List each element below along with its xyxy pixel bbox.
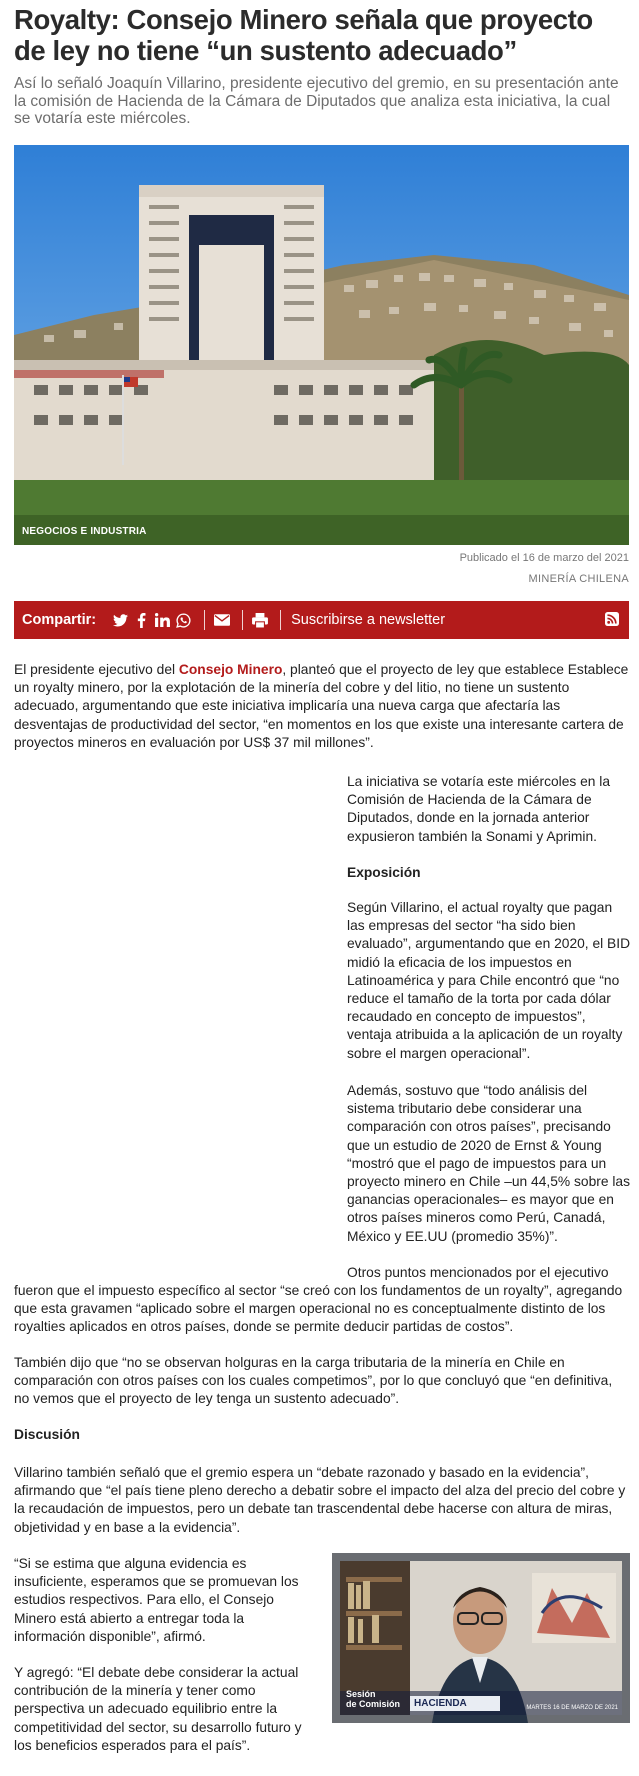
paragraph-royalty: Según Villarino, el actual royalty que pagan las empresas del sector “ha sido bien evaluado”, argumentando que en 2020, el BID midió la eficacia de los impuestos en Latinoamérica y para Chile encontró que “no reduce el tamaño de la torta por cada dólar recaudado en concepto de impuestos”, ventaja atribuida a la aplicación de un royalty sobre el margen operacional”. [347, 900, 631, 1061]
facebook-icon[interactable] [133, 611, 150, 629]
session-date: MARTES 16 DE MARZO DE 2021 [526, 1705, 618, 1711]
paragraph-analisis: Además, sostuvo que “todo análisis del sistema tributario debe considerar una comparación con otros países”, precisando que un estudio de 2020 de Ernst & Young “mostró que el pago de impuestos para un proyecto minero en Chile –un 44,5% sobre las ganancias operacionales– es mayor que en otros países mineros como Perú, Canadá, México y EE.UU (promedio 35%)”. [347, 1083, 630, 1244]
hero-image [14, 145, 629, 545]
share-bar [14, 601, 629, 639]
paragraph-debate: Villarino también señaló que el gremio espera un “debate razonado y basado en la evidencia”, afirmando que “el país tiene pleno derecho a debatir sobre el impacto del alza del precio del cobre y la recaudación de impuestos, pero un debate tan trascendental debe hacerse con altura de miras, objetividad y en base a la evidencia”. [14, 1465, 626, 1535]
paragraph-debate-contribucion: Y agregó: “El debate debe considerar la actual contribución de la minería y tener como perspectiva un adecuado equilibrio entre la competitividad del sector, su desarrollo futuro y los beneficios esperados para el país”. [14, 1665, 302, 1753]
intro-text-continued: , planteó que el proyecto de ley que establece Establece un royalty minero, por la explotación de la minería del cobre y del litio, no tiene un sustento adecuado, argumentando que este iniciativa implicaría una nueva carga que afectaría las desventajas de productividad del sector, “en momentos en los que existe una interesante cartera de proyectos mineros en evaluación por US$ 37 mil millones”. [14, 662, 629, 750]
congress-building-photo [14, 145, 629, 545]
article-title: Royalty: Consejo Minero señala que proyecto de ley no tiene “un sustento adecuado” [14, 4, 593, 66]
paragraph-otros-puntos-rest: fueron que el impuesto específico al sector “se creó con los fundamentos de un royalty”, agregando que esta gravamen “aplicado sobre el margen operacional no es conceptualmente distinto de los royalties aplicados en otros países, donde se permite deducir partidas de costos”. [14, 1283, 623, 1335]
whatsapp-icon[interactable] [175, 611, 192, 629]
paragraph-otros-puntos: Otros puntos mencionados por el ejecutivo [347, 1265, 609, 1280]
committee-name: HACIENDA [414, 1698, 467, 1709]
share-label: Compartir: [22, 612, 97, 628]
article-lede: Así lo señaló Joaquín Villarino, presidente ejecutivo del gremio, en su presentación ante la comisión de Hacienda de la Cámara de Diputados que analiza esta iniciativa, la cual se votaría este miércoles. [14, 75, 619, 127]
rss-icon[interactable] [605, 612, 619, 631]
paragraph-intro [14, 661, 629, 752]
twitter-icon[interactable] [112, 611, 129, 629]
article-source: MINERÍA CHILENA [528, 573, 629, 585]
category-tag[interactable]: NEGOCIOS E INDUSTRIA [22, 526, 147, 537]
divider [280, 610, 281, 630]
section-heading-discusion: Discusión [14, 1427, 80, 1442]
hearing-frame-image [332, 1553, 630, 1723]
paragraph-holguras: También dijo que “no se observan holguras en la carga tributaria de la minería en Chile en comparación con otros países con los cuales competimos”, por lo que concluyó que “en definitiva, no vemos que el proyecto de ley tenga un sustento adecuado”. [14, 1355, 613, 1407]
divider [242, 610, 243, 630]
session-video-frame[interactable] [332, 1553, 630, 1723]
linkedin-icon[interactable] [154, 611, 171, 629]
paragraph-vote: La iniciativa se votaría este miércoles en la Comisión de Hacienda de la Cámara de Diputados, donde en la jornada anterior expusieron también la Sonami y Aprimin. [347, 774, 611, 844]
section-heading-exposicion: Exposición [347, 865, 421, 880]
paragraph-evidencia: “Si se estima que alguna evidencia es insuficiente, esperamos que se promuevan los estudios respectivos. Para ello, el Consejo Minero está abierto a entregar toda la información disponible”, afirmó. [14, 1556, 299, 1644]
newsletter-link[interactable]: Suscribirse a newsletter [291, 612, 446, 628]
email-icon[interactable] [213, 611, 230, 629]
consejo-minero-link[interactable]: Consejo Minero [178, 662, 283, 677]
intro-text: El presidente ejecutivo del [14, 662, 179, 677]
publish-date: Publicado el 16 de marzo del 2021 [459, 552, 629, 564]
divider [204, 610, 205, 630]
session-label-bottom: de Comisión [346, 1699, 401, 1709]
session-label-top: Sesión [346, 1689, 376, 1699]
print-icon[interactable] [251, 611, 268, 629]
